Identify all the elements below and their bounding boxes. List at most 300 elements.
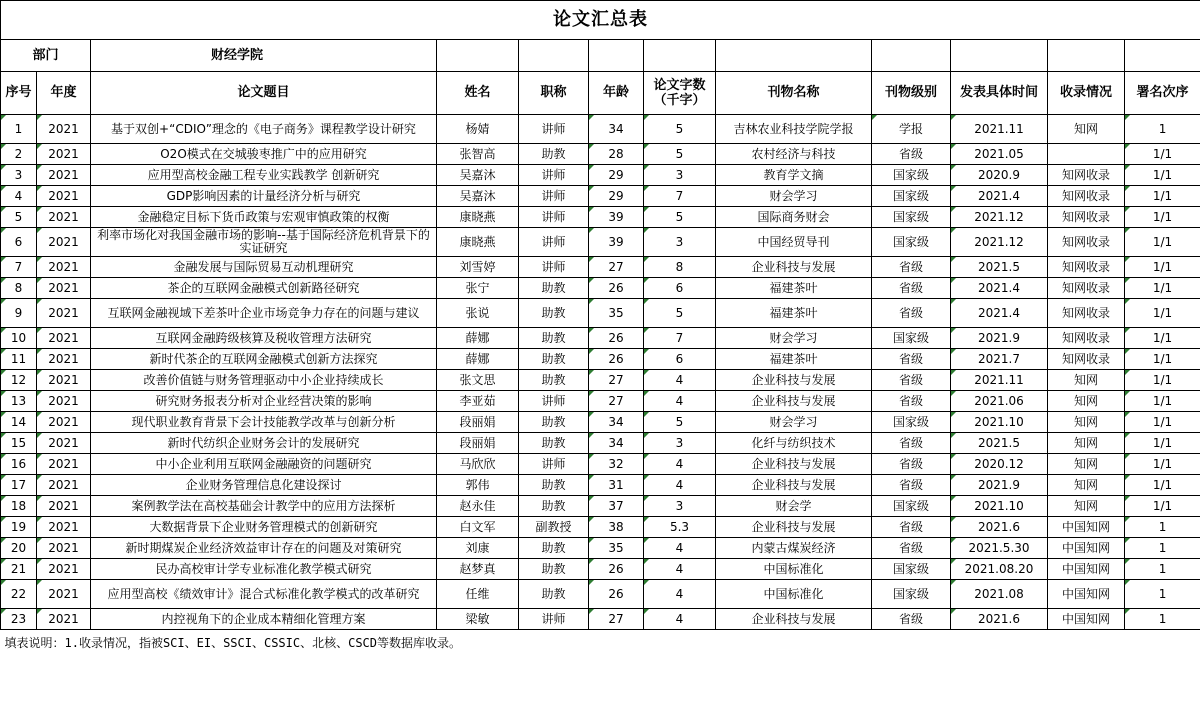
seq-cell[interactable]: 18 xyxy=(1,496,37,517)
author-order-cell[interactable]: 1/1 xyxy=(1125,454,1200,475)
journal-level-cell[interactable]: 省级 xyxy=(872,433,951,454)
job-title-cell[interactable]: 助教 xyxy=(519,328,589,349)
journal-name-cell[interactable]: 吉林农业科技学院学报 xyxy=(716,115,872,144)
paper-title-cell[interactable]: 大数据背景下企业财务管理模式的创新研究 xyxy=(91,517,437,538)
indexing-cell[interactable] xyxy=(1048,144,1125,165)
paper-title-cell[interactable]: 金融稳定目标下货币政策与宏观审慎政策的权衡 xyxy=(91,207,437,228)
journal-name-cell[interactable]: 化纤与纺织技术 xyxy=(716,433,872,454)
author-order-cell[interactable]: 1/1 xyxy=(1125,186,1200,207)
indexing-cell[interactable]: 知网收录 xyxy=(1048,165,1125,186)
paper-title-cell[interactable]: 基于双创+“CDIO”理念的《电子商务》课程教学设计研究 xyxy=(91,115,437,144)
age-cell[interactable]: 34 xyxy=(589,115,644,144)
journal-level-cell[interactable]: 省级 xyxy=(872,475,951,496)
author-name-cell[interactable]: 杨婧 xyxy=(437,115,519,144)
age-cell[interactable]: 27 xyxy=(589,257,644,278)
seq-cell[interactable]: 9 xyxy=(1,299,37,328)
word-count-cell[interactable]: 4 xyxy=(644,370,716,391)
publish-date-cell[interactable]: 2021.08.20 xyxy=(951,559,1048,580)
age-cell[interactable]: 28 xyxy=(589,144,644,165)
author-name-cell[interactable]: 段丽娟 xyxy=(437,412,519,433)
author-name-cell[interactable]: 赵永佳 xyxy=(437,496,519,517)
year-cell[interactable]: 2021 xyxy=(37,475,91,496)
job-title-cell[interactable]: 助教 xyxy=(519,144,589,165)
word-count-cell[interactable]: 7 xyxy=(644,186,716,207)
author-name-cell[interactable]: 李亚茹 xyxy=(437,391,519,412)
journal-level-cell[interactable]: 国家级 xyxy=(872,328,951,349)
word-count-cell[interactable]: 3 xyxy=(644,496,716,517)
author-name-cell[interactable]: 张说 xyxy=(437,299,519,328)
indexing-cell[interactable]: 知网收录 xyxy=(1048,207,1125,228)
year-cell[interactable]: 2021 xyxy=(37,433,91,454)
journal-level-cell[interactable]: 国家级 xyxy=(872,165,951,186)
paper-title-cell[interactable]: 金融发展与国际贸易互动机理研究 xyxy=(91,257,437,278)
header-seq[interactable]: 序号 xyxy=(1,72,37,115)
empty-cell[interactable] xyxy=(1125,40,1200,72)
age-cell[interactable]: 31 xyxy=(589,475,644,496)
age-cell[interactable]: 27 xyxy=(589,370,644,391)
seq-cell[interactable]: 7 xyxy=(1,257,37,278)
age-cell[interactable]: 27 xyxy=(589,391,644,412)
year-cell[interactable]: 2021 xyxy=(37,144,91,165)
indexing-cell[interactable]: 知网 xyxy=(1048,370,1125,391)
job-title-cell[interactable]: 讲师 xyxy=(519,391,589,412)
indexing-cell[interactable]: 中国知网 xyxy=(1048,580,1125,609)
empty-cell[interactable] xyxy=(1048,40,1125,72)
journal-name-cell[interactable]: 企业科技与发展 xyxy=(716,517,872,538)
paper-title-cell[interactable]: 利率市场化对我国金融市场的影响--基于国际经济危机背景下的实证研究 xyxy=(91,228,437,257)
author-name-cell[interactable]: 郭伟 xyxy=(437,475,519,496)
journal-level-cell[interactable]: 省级 xyxy=(872,370,951,391)
age-cell[interactable]: 29 xyxy=(589,186,644,207)
seq-cell[interactable]: 22 xyxy=(1,580,37,609)
indexing-cell[interactable]: 知网收录 xyxy=(1048,186,1125,207)
journal-level-cell[interactable]: 国家级 xyxy=(872,496,951,517)
author-order-cell[interactable]: 1/1 xyxy=(1125,349,1200,370)
journal-name-cell[interactable]: 财会学习 xyxy=(716,186,872,207)
indexing-cell[interactable]: 知网收录 xyxy=(1048,228,1125,257)
seq-cell[interactable]: 23 xyxy=(1,609,37,630)
empty-cell[interactable] xyxy=(644,40,716,72)
seq-cell[interactable]: 2 xyxy=(1,144,37,165)
publish-date-cell[interactable]: 2021.10 xyxy=(951,412,1048,433)
empty-cell[interactable] xyxy=(716,40,872,72)
job-title-cell[interactable]: 助教 xyxy=(519,580,589,609)
author-name-cell[interactable]: 薛娜 xyxy=(437,349,519,370)
journal-name-cell[interactable]: 企业科技与发展 xyxy=(716,609,872,630)
age-cell[interactable]: 39 xyxy=(589,228,644,257)
author-order-cell[interactable]: 1/1 xyxy=(1125,278,1200,299)
job-title-cell[interactable]: 讲师 xyxy=(519,228,589,257)
year-cell[interactable]: 2021 xyxy=(37,328,91,349)
indexing-cell[interactable]: 中国知网 xyxy=(1048,517,1125,538)
author-order-cell[interactable]: 1/1 xyxy=(1125,165,1200,186)
journal-name-cell[interactable]: 企业科技与发展 xyxy=(716,257,872,278)
author-name-cell[interactable]: 康晓燕 xyxy=(437,207,519,228)
paper-title-cell[interactable]: 研究财务报表分析对企业经营决策的影响 xyxy=(91,391,437,412)
age-cell[interactable]: 34 xyxy=(589,412,644,433)
age-cell[interactable]: 26 xyxy=(589,580,644,609)
paper-title-cell[interactable]: 内控视角下的企业成本精细化管理方案 xyxy=(91,609,437,630)
year-cell[interactable]: 2021 xyxy=(37,257,91,278)
author-name-cell[interactable]: 白文军 xyxy=(437,517,519,538)
publish-date-cell[interactable]: 2020.12 xyxy=(951,454,1048,475)
publish-date-cell[interactable]: 2021.7 xyxy=(951,349,1048,370)
job-title-cell[interactable]: 助教 xyxy=(519,496,589,517)
age-cell[interactable]: 37 xyxy=(589,496,644,517)
year-cell[interactable]: 2021 xyxy=(37,412,91,433)
publish-date-cell[interactable]: 2021.9 xyxy=(951,475,1048,496)
publish-date-cell[interactable]: 2021.05 xyxy=(951,144,1048,165)
year-cell[interactable]: 2021 xyxy=(37,370,91,391)
journal-level-cell[interactable]: 省级 xyxy=(872,349,951,370)
journal-name-cell[interactable]: 福建茶叶 xyxy=(716,299,872,328)
author-name-cell[interactable]: 梁敏 xyxy=(437,609,519,630)
word-count-cell[interactable]: 5 xyxy=(644,144,716,165)
indexing-cell[interactable]: 知网 xyxy=(1048,412,1125,433)
job-title-cell[interactable]: 助教 xyxy=(519,370,589,391)
seq-cell[interactable]: 8 xyxy=(1,278,37,299)
author-name-cell[interactable]: 任维 xyxy=(437,580,519,609)
job-title-cell[interactable]: 助教 xyxy=(519,475,589,496)
publish-date-cell[interactable]: 2021.4 xyxy=(951,278,1048,299)
publish-date-cell[interactable]: 2021.4 xyxy=(951,186,1048,207)
journal-level-cell[interactable]: 省级 xyxy=(872,257,951,278)
journal-level-cell[interactable]: 省级 xyxy=(872,299,951,328)
year-cell[interactable]: 2021 xyxy=(37,299,91,328)
publish-date-cell[interactable]: 2021.08 xyxy=(951,580,1048,609)
publish-date-cell[interactable]: 2021.5 xyxy=(951,257,1048,278)
seq-cell[interactable]: 17 xyxy=(1,475,37,496)
department-label[interactable]: 部门 xyxy=(1,40,91,72)
age-cell[interactable]: 26 xyxy=(589,328,644,349)
indexing-cell[interactable]: 知网 xyxy=(1048,475,1125,496)
indexing-cell[interactable]: 知网收录 xyxy=(1048,328,1125,349)
word-count-cell[interactable]: 4 xyxy=(644,475,716,496)
age-cell[interactable]: 29 xyxy=(589,165,644,186)
paper-title-cell[interactable]: 中小企业利用互联网金融融资的问题研究 xyxy=(91,454,437,475)
indexing-cell[interactable]: 知网收录 xyxy=(1048,299,1125,328)
publish-date-cell[interactable]: 2021.10 xyxy=(951,496,1048,517)
indexing-cell[interactable]: 知网收录 xyxy=(1048,349,1125,370)
publish-date-cell[interactable]: 2021.6 xyxy=(951,609,1048,630)
word-count-cell[interactable]: 5 xyxy=(644,412,716,433)
indexing-cell[interactable]: 中国知网 xyxy=(1048,609,1125,630)
paper-title-cell[interactable]: GDP影响因素的计量经济分析与研究 xyxy=(91,186,437,207)
job-title-cell[interactable]: 助教 xyxy=(519,559,589,580)
seq-cell[interactable]: 12 xyxy=(1,370,37,391)
journal-level-cell[interactable]: 省级 xyxy=(872,609,951,630)
journal-level-cell[interactable]: 省级 xyxy=(872,538,951,559)
paper-title-cell[interactable]: 新时代纺织企业财务会计的发展研究 xyxy=(91,433,437,454)
journal-name-cell[interactable]: 福建茶叶 xyxy=(716,349,872,370)
author-order-cell[interactable]: 1 xyxy=(1125,559,1200,580)
word-count-cell[interactable]: 5 xyxy=(644,207,716,228)
paper-title-cell[interactable]: 企业财务管理信息化建设探讨 xyxy=(91,475,437,496)
paper-title-cell[interactable]: O2O模式在交城骏枣推广中的应用研究 xyxy=(91,144,437,165)
age-cell[interactable]: 35 xyxy=(589,538,644,559)
author-name-cell[interactable]: 薛娜 xyxy=(437,328,519,349)
journal-level-cell[interactable]: 学报 xyxy=(872,115,951,144)
paper-title-cell[interactable]: 民办高校审计学专业标准化教学模式研究 xyxy=(91,559,437,580)
job-title-cell[interactable]: 讲师 xyxy=(519,257,589,278)
author-order-cell[interactable]: 1/1 xyxy=(1125,207,1200,228)
year-cell[interactable]: 2021 xyxy=(37,609,91,630)
indexing-cell[interactable]: 中国知网 xyxy=(1048,538,1125,559)
seq-cell[interactable]: 1 xyxy=(1,115,37,144)
word-count-cell[interactable]: 3 xyxy=(644,228,716,257)
word-count-cell[interactable]: 6 xyxy=(644,278,716,299)
word-count-cell[interactable]: 8 xyxy=(644,257,716,278)
author-name-cell[interactable]: 吴嘉沐 xyxy=(437,165,519,186)
seq-cell[interactable]: 5 xyxy=(1,207,37,228)
paper-title-cell[interactable]: 互联网金融跨级核算及税收管理方法研究 xyxy=(91,328,437,349)
paper-title-cell[interactable]: 案例教学法在高校基础会计教学中的应用方法探析 xyxy=(91,496,437,517)
job-title-cell[interactable]: 助教 xyxy=(519,433,589,454)
author-name-cell[interactable]: 张文思 xyxy=(437,370,519,391)
seq-cell[interactable]: 15 xyxy=(1,433,37,454)
journal-level-cell[interactable]: 省级 xyxy=(872,391,951,412)
year-cell[interactable]: 2021 xyxy=(37,454,91,475)
journal-name-cell[interactable]: 财会学 xyxy=(716,496,872,517)
word-count-cell[interactable]: 3 xyxy=(644,165,716,186)
seq-cell[interactable]: 13 xyxy=(1,391,37,412)
job-title-cell[interactable]: 助教 xyxy=(519,349,589,370)
author-name-cell[interactable]: 张宁 xyxy=(437,278,519,299)
header-journal-level[interactable]: 刊物级别 xyxy=(872,72,951,115)
seq-cell[interactable]: 4 xyxy=(1,186,37,207)
job-title-cell[interactable]: 助教 xyxy=(519,538,589,559)
year-cell[interactable]: 2021 xyxy=(37,391,91,412)
journal-name-cell[interactable]: 内蒙古煤炭经济 xyxy=(716,538,872,559)
author-order-cell[interactable]: 1/1 xyxy=(1125,496,1200,517)
year-cell[interactable]: 2021 xyxy=(37,115,91,144)
indexing-cell[interactable]: 知网 xyxy=(1048,433,1125,454)
journal-level-cell[interactable]: 国家级 xyxy=(872,412,951,433)
author-name-cell[interactable]: 康晓燕 xyxy=(437,228,519,257)
header-journal-name[interactable]: 刊物名称 xyxy=(716,72,872,115)
word-count-cell[interactable]: 6 xyxy=(644,349,716,370)
seq-cell[interactable]: 11 xyxy=(1,349,37,370)
job-title-cell[interactable]: 讲师 xyxy=(519,115,589,144)
age-cell[interactable]: 34 xyxy=(589,433,644,454)
author-order-cell[interactable]: 1 xyxy=(1125,115,1200,144)
job-title-cell[interactable]: 讲师 xyxy=(519,207,589,228)
age-cell[interactable]: 38 xyxy=(589,517,644,538)
age-cell[interactable]: 32 xyxy=(589,454,644,475)
word-count-cell[interactable]: 7 xyxy=(644,328,716,349)
author-name-cell[interactable]: 刘雪婷 xyxy=(437,257,519,278)
seq-cell[interactable]: 20 xyxy=(1,538,37,559)
publish-date-cell[interactable]: 2021.11 xyxy=(951,370,1048,391)
job-title-cell[interactable]: 讲师 xyxy=(519,186,589,207)
author-order-cell[interactable]: 1 xyxy=(1125,517,1200,538)
publish-date-cell[interactable]: 2021.06 xyxy=(951,391,1048,412)
paper-title-cell[interactable]: 应用型高校金融工程专业实践教学 创新研究 xyxy=(91,165,437,186)
header-author-name[interactable]: 姓名 xyxy=(437,72,519,115)
journal-name-cell[interactable]: 教育学文摘 xyxy=(716,165,872,186)
author-order-cell[interactable]: 1 xyxy=(1125,580,1200,609)
journal-level-cell[interactable]: 省级 xyxy=(872,454,951,475)
word-count-cell[interactable]: 5.3 xyxy=(644,517,716,538)
author-name-cell[interactable]: 吴嘉沐 xyxy=(437,186,519,207)
author-name-cell[interactable]: 赵梦真 xyxy=(437,559,519,580)
seq-cell[interactable]: 14 xyxy=(1,412,37,433)
author-name-cell[interactable]: 刘康 xyxy=(437,538,519,559)
seq-cell[interactable]: 6 xyxy=(1,228,37,257)
author-order-cell[interactable]: 1/1 xyxy=(1125,257,1200,278)
journal-name-cell[interactable]: 财会学习 xyxy=(716,328,872,349)
empty-cell[interactable] xyxy=(589,40,644,72)
department-value[interactable]: 财经学院 xyxy=(91,40,437,72)
journal-name-cell[interactable]: 中国标准化 xyxy=(716,559,872,580)
publish-date-cell[interactable]: 2021.4 xyxy=(951,299,1048,328)
journal-level-cell[interactable]: 国家级 xyxy=(872,228,951,257)
paper-title-cell[interactable]: 新时代茶企的互联网金融模式创新方法探究 xyxy=(91,349,437,370)
word-count-cell[interactable]: 5 xyxy=(644,115,716,144)
author-order-cell[interactable]: 1/1 xyxy=(1125,328,1200,349)
journal-name-cell[interactable]: 企业科技与发展 xyxy=(716,370,872,391)
year-cell[interactable]: 2021 xyxy=(37,580,91,609)
age-cell[interactable]: 27 xyxy=(589,609,644,630)
journal-level-cell[interactable]: 国家级 xyxy=(872,207,951,228)
year-cell[interactable]: 2021 xyxy=(37,559,91,580)
journal-name-cell[interactable]: 中国标准化 xyxy=(716,580,872,609)
age-cell[interactable]: 26 xyxy=(589,559,644,580)
author-order-cell[interactable]: 1/1 xyxy=(1125,228,1200,257)
job-title-cell[interactable]: 讲师 xyxy=(519,609,589,630)
job-title-cell[interactable]: 讲师 xyxy=(519,165,589,186)
journal-level-cell[interactable]: 省级 xyxy=(872,144,951,165)
author-order-cell[interactable]: 1 xyxy=(1125,538,1200,559)
author-order-cell[interactable]: 1 xyxy=(1125,609,1200,630)
year-cell[interactable]: 2021 xyxy=(37,349,91,370)
header-job-title[interactable]: 职称 xyxy=(519,72,589,115)
job-title-cell[interactable]: 助教 xyxy=(519,299,589,328)
year-cell[interactable]: 2021 xyxy=(37,186,91,207)
year-cell[interactable]: 2021 xyxy=(37,496,91,517)
header-word-count[interactable]: 论文字数 （千字） xyxy=(644,72,716,115)
age-cell[interactable]: 35 xyxy=(589,299,644,328)
year-cell[interactable]: 2021 xyxy=(37,165,91,186)
year-cell[interactable]: 2021 xyxy=(37,278,91,299)
word-count-cell[interactable]: 4 xyxy=(644,609,716,630)
journal-name-cell[interactable]: 福建茶叶 xyxy=(716,278,872,299)
word-count-cell[interactable]: 4 xyxy=(644,538,716,559)
table-row xyxy=(1,475,1200,496)
job-title-cell[interactable]: 助教 xyxy=(519,412,589,433)
paper-title-cell[interactable]: 应用型高校《绩效审计》混合式标准化教学模式的改革研究 xyxy=(91,580,437,609)
paper-title-cell[interactable]: 现代职业教育背景下会计技能教学改革与创新分析 xyxy=(91,412,437,433)
journal-level-cell[interactable]: 国家级 xyxy=(872,186,951,207)
header-year[interactable]: 年度 xyxy=(37,72,91,115)
age-cell[interactable]: 26 xyxy=(589,349,644,370)
journal-name-cell[interactable]: 企业科技与发展 xyxy=(716,475,872,496)
job-title-cell[interactable]: 助教 xyxy=(519,278,589,299)
publish-date-cell[interactable]: 2020.9 xyxy=(951,165,1048,186)
year-cell[interactable]: 2021 xyxy=(37,207,91,228)
word-count-cell[interactable]: 3 xyxy=(644,433,716,454)
empty-cell[interactable] xyxy=(519,40,589,72)
paper-title-cell[interactable]: 新时期煤炭企业经济效益审计存在的问题及对策研究 xyxy=(91,538,437,559)
paper-title-cell[interactable]: 改善价值链与财务管理驱动中小企业持续成长 xyxy=(91,370,437,391)
author-order-cell[interactable]: 1/1 xyxy=(1125,144,1200,165)
publish-date-cell[interactable]: 2021.12 xyxy=(951,207,1048,228)
year-cell[interactable]: 2021 xyxy=(37,517,91,538)
journal-level-cell[interactable]: 省级 xyxy=(872,278,951,299)
paper-title-cell[interactable]: 茶企的互联网金融模式创新路径研究 xyxy=(91,278,437,299)
journal-name-cell[interactable]: 财会学习 xyxy=(716,412,872,433)
author-order-cell[interactable]: 1/1 xyxy=(1125,299,1200,328)
year-cell[interactable]: 2021 xyxy=(37,538,91,559)
journal-name-cell[interactable]: 农村经济与科技 xyxy=(716,144,872,165)
indexing-cell[interactable]: 知网 xyxy=(1048,496,1125,517)
publish-date-cell[interactable]: 2021.12 xyxy=(951,228,1048,257)
header-age[interactable]: 年龄 xyxy=(589,72,644,115)
publish-date-cell[interactable]: 2021.11 xyxy=(951,115,1048,144)
indexing-cell[interactable]: 知网 xyxy=(1048,454,1125,475)
author-order-cell[interactable]: 1/1 xyxy=(1125,475,1200,496)
job-title-cell[interactable]: 讲师 xyxy=(519,454,589,475)
author-name-cell[interactable]: 张智高 xyxy=(437,144,519,165)
word-count-cell[interactable]: 4 xyxy=(644,559,716,580)
journal-name-cell[interactable]: 中国经贸导刊 xyxy=(716,228,872,257)
seq-cell[interactable]: 3 xyxy=(1,165,37,186)
indexing-cell[interactable]: 中国知网 xyxy=(1048,559,1125,580)
author-name-cell[interactable]: 段丽娟 xyxy=(437,433,519,454)
seq-cell[interactable]: 10 xyxy=(1,328,37,349)
indexing-cell[interactable]: 知网收录 xyxy=(1048,278,1125,299)
paper-title-cell[interactable]: 互联网金融视域下差茶叶企业市场竞争力存在的问题与建议 xyxy=(91,299,437,328)
header-paper-title[interactable]: 论文题目 xyxy=(91,72,437,115)
header-author-order[interactable]: 署名次序 xyxy=(1125,72,1200,115)
empty-cell[interactable] xyxy=(951,40,1048,72)
seq-cell[interactable]: 16 xyxy=(1,454,37,475)
journal-name-cell[interactable]: 企业科技与发展 xyxy=(716,391,872,412)
age-cell[interactable]: 39 xyxy=(589,207,644,228)
indexing-cell[interactable]: 知网 xyxy=(1048,391,1125,412)
author-order-cell[interactable]: 1/1 xyxy=(1125,433,1200,454)
publish-date-cell[interactable]: 2021.5.30 xyxy=(951,538,1048,559)
author-order-cell[interactable]: 1/1 xyxy=(1125,391,1200,412)
journal-level-cell[interactable]: 国家级 xyxy=(872,580,951,609)
year-cell[interactable]: 2021 xyxy=(37,228,91,257)
header-indexing[interactable]: 收录情况 xyxy=(1048,72,1125,115)
journal-name-cell[interactable]: 企业科技与发展 xyxy=(716,454,872,475)
publish-date-cell[interactable]: 2021.9 xyxy=(951,328,1048,349)
author-name-cell[interactable]: 马欣欣 xyxy=(437,454,519,475)
empty-cell[interactable] xyxy=(437,40,519,72)
publish-date-cell[interactable]: 2021.6 xyxy=(951,517,1048,538)
seq-cell[interactable]: 21 xyxy=(1,559,37,580)
job-title-cell[interactable]: 副教授 xyxy=(519,517,589,538)
word-count-cell[interactable]: 4 xyxy=(644,391,716,412)
word-count-cell[interactable]: 5 xyxy=(644,299,716,328)
age-cell[interactable]: 26 xyxy=(589,278,644,299)
seq-cell[interactable]: 19 xyxy=(1,517,37,538)
publish-date-cell[interactable]: 2021.5 xyxy=(951,433,1048,454)
word-count-cell[interactable]: 4 xyxy=(644,454,716,475)
indexing-cell[interactable]: 知网 xyxy=(1048,115,1125,144)
journal-level-cell[interactable]: 国家级 xyxy=(872,559,951,580)
word-count-cell[interactable]: 4 xyxy=(644,580,716,609)
journal-level-cell[interactable]: 省级 xyxy=(872,517,951,538)
journal-name-cell[interactable]: 国际商务财会 xyxy=(716,207,872,228)
empty-cell[interactable] xyxy=(872,40,951,72)
header-publish-date[interactable]: 发表具体时间 xyxy=(951,72,1048,115)
author-order-cell[interactable]: 1/1 xyxy=(1125,412,1200,433)
indexing-cell[interactable]: 知网收录 xyxy=(1048,257,1125,278)
author-order-cell[interactable]: 1/1 xyxy=(1125,370,1200,391)
